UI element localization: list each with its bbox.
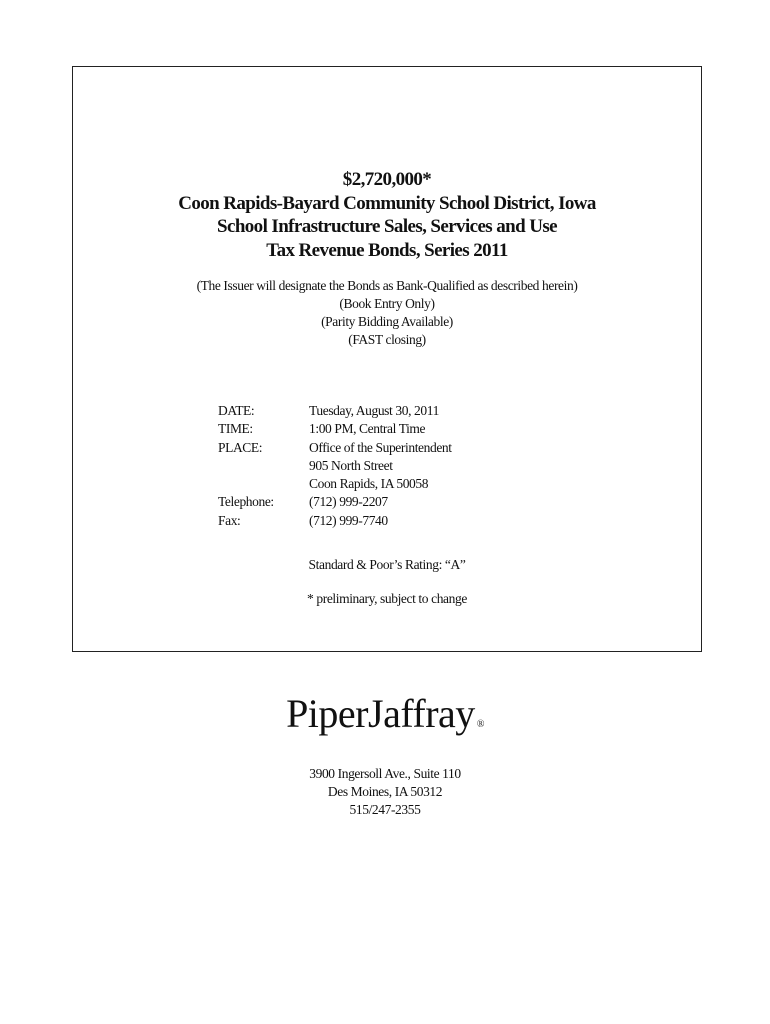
date-value: Tuesday, August 30, 2011 bbox=[309, 403, 439, 418]
telephone-label: Telephone: bbox=[218, 494, 274, 510]
issuer-name: Coon Rapids-Bayard Community School District, Iowa bbox=[178, 192, 596, 214]
bond-series: Tax Revenue Bonds, Series 2011 bbox=[266, 239, 508, 261]
date-row bbox=[218, 402, 452, 420]
place-line-2: 905 North Street bbox=[309, 457, 393, 473]
bond-notes bbox=[73, 277, 701, 349]
place-line-1: Office of the Superintendent bbox=[309, 439, 452, 455]
registered-mark: ® bbox=[476, 719, 484, 730]
place-line-3: Coon Rapids, IA 50058 bbox=[309, 476, 429, 492]
date-label: DATE: bbox=[218, 403, 255, 418]
telephone-row bbox=[218, 493, 452, 511]
place-row-3 bbox=[218, 475, 452, 493]
firm-address bbox=[0, 765, 770, 819]
address-street: 3900 Ingersoll Ave., Suite 110 bbox=[309, 766, 461, 781]
time-label: TIME: bbox=[218, 421, 253, 437]
address-phone: 515/247-2355 bbox=[349, 802, 421, 817]
bond-title bbox=[73, 168, 701, 262]
fax-value: (712) 999-7740 bbox=[309, 512, 388, 528]
piper-jaffray-logo bbox=[0, 688, 770, 751]
book-entry-note: (Book Entry Only) bbox=[339, 296, 435, 311]
time-row bbox=[218, 420, 452, 438]
parity-bidding-note: (Parity Bidding Available) bbox=[321, 314, 453, 329]
bank-qualified-note: (The Issuer will designate the Bonds as Bank-Qualified as described herein) bbox=[196, 278, 578, 293]
fax-row bbox=[218, 512, 452, 530]
address-city: Des Moines, IA 50312 bbox=[327, 784, 443, 799]
bond-amount: $2,720,000* bbox=[342, 169, 432, 190]
logo-text: PiperJaffray bbox=[286, 691, 475, 736]
credit-rating: Standard & Poor’s Rating: “A” bbox=[308, 557, 466, 572]
sale-details bbox=[218, 402, 452, 530]
preliminary-footnote: * preliminary, subject to change bbox=[307, 591, 467, 606]
place-label: PLACE: bbox=[218, 439, 263, 455]
bond-description: School Infrastructure Sales, Services and Use bbox=[217, 216, 557, 237]
time-value: 1:00 PM, Central Time bbox=[309, 421, 426, 437]
fast-closing-note: (FAST closing) bbox=[348, 332, 426, 347]
place-row bbox=[218, 439, 452, 457]
notice-box bbox=[72, 66, 702, 652]
fax-label: Fax: bbox=[218, 512, 241, 528]
place-row-2 bbox=[218, 457, 452, 475]
telephone-value: (712) 999-2207 bbox=[309, 494, 388, 510]
